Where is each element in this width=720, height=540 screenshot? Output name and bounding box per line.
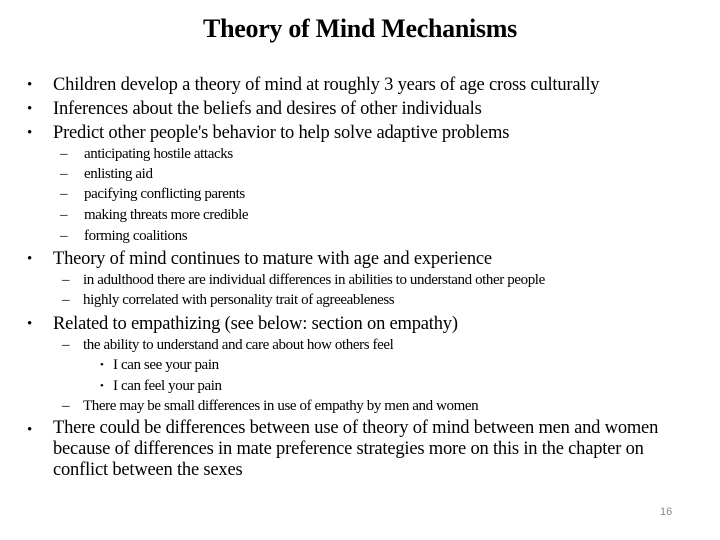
sub-bullet-text: the ability to understand and care about how others feel <box>83 337 394 353</box>
dash-icon: – <box>60 228 68 244</box>
dash-icon: – <box>60 186 68 202</box>
sub-sub-bullet-text: I can see your pain <box>113 357 219 373</box>
bullet-text: Children develop a theory of mind at roughly 3 years of age cross culturally <box>53 75 600 95</box>
bullet-text: Theory of mind continues to mature with age and experience <box>53 249 492 269</box>
sub-bullet-text: in adulthood there are individual differences in abilities to understand other people <box>83 272 545 288</box>
bullet-icon: • <box>27 316 33 332</box>
bullet-icon: • <box>27 77 33 93</box>
bullet-text: Related to empathizing (see below: section on empathy) <box>53 314 458 334</box>
sub-bullet-text: highly correlated with personality trait of agreeableness <box>83 292 395 308</box>
page-number: 16 <box>660 506 673 518</box>
slide-title: Theory of Mind Mechanisms <box>203 14 517 43</box>
sub-bullet-text: making threats more credible <box>84 207 249 223</box>
dash-icon: – <box>62 272 70 288</box>
sub-sub-bullet-text: I can feel your pain <box>113 378 222 394</box>
bullet-text: There could be differences between use of theory of mind between men and women because of differences in mate preference strategies more on this in the chapter on conflict between the sexes <box>53 418 659 480</box>
sub-bullet-text: anticipating hostile attacks <box>84 146 233 162</box>
dash-icon: – <box>62 292 70 308</box>
dash-icon: – <box>62 337 70 353</box>
sub-bullet-text: enlisting aid <box>84 166 153 182</box>
sub-bullet-text: There may be small differences in use of empathy by men and women <box>83 398 479 414</box>
sub-bullet-text: forming coalitions <box>84 228 188 244</box>
bullet-icon: • <box>27 125 33 141</box>
bullet-text: Inferences about the beliefs and desires of other individuals <box>53 99 482 119</box>
dash-icon: – <box>60 166 68 182</box>
bullet-icon: • <box>27 101 33 117</box>
dash-icon: – <box>62 398 70 414</box>
bullet-icon: • <box>27 251 33 267</box>
dash-icon: – <box>60 146 68 162</box>
sub-bullet-text: pacifying conflicting parents <box>84 186 245 202</box>
bullet-icon: • <box>100 359 104 371</box>
dash-icon: – <box>60 207 68 223</box>
bullet-icon: • <box>100 380 104 392</box>
bullet-text: Predict other people's behavior to help solve adaptive problems <box>53 123 510 143</box>
bullet-icon: • <box>27 422 33 438</box>
